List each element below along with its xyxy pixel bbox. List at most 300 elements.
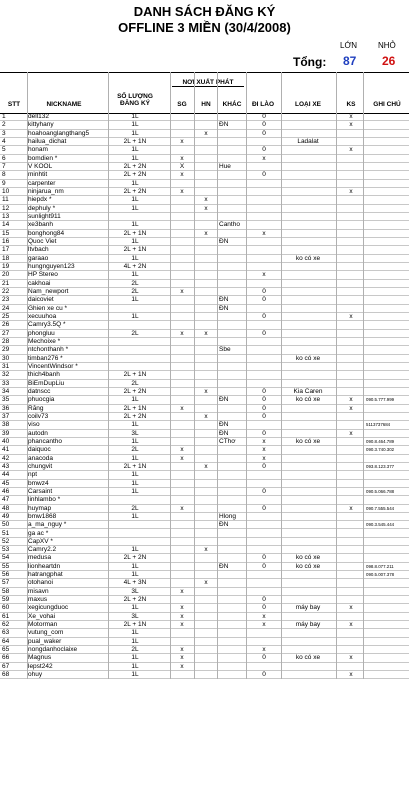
cell-nickname: cakhoai bbox=[28, 279, 51, 287]
column-divider bbox=[108, 72, 109, 679]
cell-sg: x bbox=[180, 154, 184, 162]
cell-loai-xe: ko có xe bbox=[295, 554, 321, 562]
cell-hn: x bbox=[204, 196, 208, 204]
header-loai-xe: LOẠI XE bbox=[294, 101, 321, 108]
cell-nickname: bonghong84 bbox=[28, 229, 65, 237]
cell-hn: x bbox=[204, 462, 208, 470]
cell-hn: x bbox=[204, 229, 208, 237]
cell-ks: x bbox=[349, 429, 353, 437]
cell-khac: Hue bbox=[219, 162, 231, 170]
cell-nickname: npt bbox=[28, 471, 38, 479]
cell-stt: 7 bbox=[2, 162, 6, 170]
table-row bbox=[0, 446, 409, 454]
table-row bbox=[0, 480, 409, 488]
cell-stt: 20 bbox=[2, 271, 10, 279]
cell-so-luong: 1L bbox=[131, 179, 139, 187]
cell-so-luong: 4L + 3N bbox=[123, 579, 147, 587]
cell-stt: 36 bbox=[2, 404, 10, 412]
column-divider bbox=[170, 72, 171, 679]
column-divider bbox=[246, 72, 247, 679]
table-row bbox=[0, 196, 409, 204]
cell-ks: x bbox=[349, 504, 353, 512]
cell-so-luong: 1L bbox=[131, 479, 139, 487]
cell-so-luong: 2L + 1N bbox=[123, 404, 147, 412]
cell-stt: 49 bbox=[2, 512, 10, 520]
table-header bbox=[0, 72, 409, 114]
cell-sg: x bbox=[180, 329, 184, 337]
cell-stt: 62 bbox=[2, 621, 10, 629]
cell-so-luong: 1L bbox=[131, 196, 139, 204]
cell-di-lao: 0 bbox=[262, 329, 266, 337]
cell-khac: ĐN bbox=[219, 562, 229, 570]
cell-di-lao: x bbox=[262, 271, 266, 279]
cell-stt: 31 bbox=[2, 362, 10, 370]
table-row bbox=[0, 663, 409, 671]
cell-so-luong: 2L bbox=[131, 329, 139, 337]
cell-ks: x bbox=[349, 113, 353, 120]
cell-nickname: HP Stereo bbox=[28, 271, 58, 279]
cell-di-lao: x bbox=[262, 229, 266, 237]
cell-so-luong: 1L bbox=[131, 113, 139, 120]
cell-di-lao: 0 bbox=[262, 113, 266, 120]
cell-hn: x bbox=[204, 387, 208, 395]
cell-so-luong: 1L bbox=[131, 662, 139, 670]
cell-stt: 61 bbox=[2, 612, 10, 620]
cell-nickname: kittyhany bbox=[28, 121, 54, 129]
cell-stt: 67 bbox=[2, 662, 10, 670]
cell-so-luong: 2L bbox=[131, 646, 139, 654]
cell-sg: x bbox=[180, 612, 184, 620]
cell-nickname: lionheartdn bbox=[28, 562, 61, 570]
cell-sg: x bbox=[180, 446, 184, 454]
cell-di-lao: 0 bbox=[262, 671, 266, 679]
cell-stt: 3 bbox=[2, 129, 6, 137]
cell-stt: 11 bbox=[2, 196, 9, 204]
table-row bbox=[0, 629, 409, 637]
table-row bbox=[0, 430, 409, 438]
cell-stt: 65 bbox=[2, 646, 10, 654]
cell-ghi-chu: 090.5.777.999 bbox=[366, 397, 395, 403]
cell-stt: 63 bbox=[2, 629, 10, 637]
cell-stt: 38 bbox=[2, 421, 10, 429]
table-row bbox=[0, 130, 409, 138]
cell-nickname: phongluu bbox=[28, 329, 55, 337]
cell-stt: 39 bbox=[2, 429, 10, 437]
cell-ghi-chu: 098.8.077.211 bbox=[366, 563, 394, 569]
cell-so-luong: 1L bbox=[131, 629, 139, 637]
cell-so-luong: 1L bbox=[131, 296, 139, 304]
cell-nickname: garaao bbox=[28, 254, 49, 262]
cell-ghi-chu: 093.8.123.377 bbox=[366, 463, 395, 469]
cell-di-lao: 0 bbox=[262, 562, 266, 570]
cell-so-luong: 1L bbox=[131, 671, 139, 679]
cell-nickname: V KOOL bbox=[28, 162, 53, 170]
table-row bbox=[0, 638, 409, 646]
cell-stt: 66 bbox=[2, 654, 10, 662]
cell-stt: 14 bbox=[2, 221, 10, 229]
cell-so-luong: 4L + 2N bbox=[123, 262, 147, 270]
cell-di-lao: 0 bbox=[262, 604, 266, 612]
cell-nickname: otohanoi bbox=[28, 579, 53, 587]
cell-so-luong: 1L bbox=[131, 204, 139, 212]
cell-nickname: dell132 bbox=[28, 113, 49, 120]
cell-stt: 22 bbox=[2, 287, 10, 295]
table-row bbox=[0, 113, 409, 121]
table-row bbox=[0, 288, 409, 296]
table-row bbox=[0, 321, 409, 329]
cell-ks: x bbox=[349, 121, 353, 129]
cell-nickname: Rằng bbox=[28, 404, 44, 412]
cell-loai-xe: ko có xe bbox=[295, 254, 321, 262]
cell-khac: ĐN bbox=[219, 296, 229, 304]
cell-nickname: Nam_newport bbox=[28, 287, 69, 295]
cell-so-luong: 1L bbox=[131, 637, 139, 645]
table-row bbox=[0, 330, 409, 338]
cell-stt: 50 bbox=[2, 521, 10, 529]
cell-so-luong: 3L bbox=[131, 612, 139, 620]
cell-ks: x bbox=[349, 654, 353, 662]
cell-ks: x bbox=[349, 146, 353, 154]
cell-nickname: Carsaint bbox=[28, 487, 53, 495]
cell-nickname: Motorman bbox=[28, 621, 58, 629]
cell-ghi-chu: 090.3.740.302 bbox=[366, 447, 395, 453]
cell-stt: 26 bbox=[2, 321, 10, 329]
cell-nickname: daicoviet bbox=[28, 296, 54, 304]
cell-nickname: huymap bbox=[28, 504, 52, 512]
cell-nickname: hoahoanglangthang5 bbox=[28, 129, 90, 137]
cell-sg: x bbox=[180, 646, 184, 654]
cell-nickname: xe3banh bbox=[28, 221, 53, 229]
cell-khac: ĐN bbox=[219, 396, 229, 404]
cell-nickname: VincentWindsor * bbox=[28, 362, 78, 370]
table-row bbox=[0, 421, 409, 429]
cell-loai-xe: ko có xe bbox=[295, 354, 321, 362]
cell-nickname: xecuuhoa bbox=[28, 312, 57, 320]
cell-stt: 43 bbox=[2, 462, 10, 470]
cell-nickname: linhlambo * bbox=[28, 496, 61, 504]
cell-nickname: BiEmDupLiu bbox=[28, 379, 65, 387]
cell-stt: 32 bbox=[2, 371, 10, 379]
cell-khac: ĐN bbox=[219, 421, 229, 429]
cell-ks: x bbox=[349, 604, 353, 612]
table-row bbox=[0, 163, 409, 171]
cell-nickname: minhtit bbox=[28, 171, 48, 179]
cell-nickname: chungvit bbox=[28, 462, 53, 470]
cell-hn: x bbox=[204, 579, 208, 587]
cell-di-lao: 0 bbox=[262, 429, 266, 437]
cell-so-luong: 2L bbox=[131, 379, 139, 387]
cell-stt: 57 bbox=[2, 579, 10, 587]
table-row bbox=[0, 155, 409, 163]
table-row bbox=[0, 246, 409, 254]
table-row bbox=[0, 380, 409, 388]
cell-stt: 51 bbox=[2, 529, 10, 537]
cell-nickname: hungnguyen123 bbox=[28, 262, 75, 270]
total-label: Tổng: bbox=[293, 55, 327, 69]
cell-so-luong: 1L bbox=[131, 604, 139, 612]
table-row bbox=[0, 271, 409, 279]
cell-so-luong: 1L bbox=[131, 271, 139, 279]
cell-so-luong: 2L + 2N bbox=[123, 554, 147, 562]
table-row bbox=[0, 496, 409, 504]
cell-ghi-chu: 5113737684 bbox=[366, 422, 391, 428]
cell-sg: x bbox=[180, 137, 184, 145]
cell-sg: x bbox=[180, 654, 184, 662]
cell-nickname: ninjarua_nm bbox=[28, 187, 64, 195]
cell-ghi-chu: 090.8.464.789 bbox=[366, 438, 395, 444]
cell-nickname: coilv73 bbox=[28, 412, 49, 420]
nho-total-value: 26 bbox=[382, 54, 396, 68]
cell-khac: Sbe bbox=[219, 346, 231, 354]
page-subtitle: OFFLINE 3 MIỀN (30/4/2008) bbox=[118, 20, 291, 35]
cell-di-lao: 0 bbox=[262, 121, 266, 129]
cell-nickname: Camry3.5Q * bbox=[28, 321, 66, 329]
cell-stt: 56 bbox=[2, 571, 10, 579]
cell-sg: x bbox=[180, 454, 184, 462]
cell-stt: 25 bbox=[2, 312, 10, 320]
cell-loai-xe: ko có xe bbox=[295, 654, 321, 662]
cell-di-lao: 0 bbox=[262, 462, 266, 470]
cell-so-luong: 1L bbox=[131, 396, 139, 404]
cell-nickname: ga ac * bbox=[28, 529, 49, 537]
table-row bbox=[0, 171, 409, 179]
cell-di-lao: 0 bbox=[262, 129, 266, 137]
cell-di-lao: x bbox=[262, 446, 266, 454]
table-row bbox=[0, 396, 409, 404]
cell-stt: 5 bbox=[2, 146, 6, 154]
cell-loai-xe: máy bay bbox=[295, 621, 321, 629]
cell-ks: x bbox=[349, 671, 353, 679]
cell-khac: ĐN bbox=[219, 237, 229, 245]
cell-so-luong: 1L bbox=[131, 421, 139, 429]
cell-so-luong: 1L bbox=[131, 237, 139, 245]
cell-so-luong: 1L bbox=[131, 487, 139, 495]
cell-ks: x bbox=[349, 187, 353, 195]
table-row bbox=[0, 346, 409, 354]
cell-loai-xe: máy bay bbox=[295, 604, 321, 612]
cell-so-luong: 2L bbox=[131, 287, 139, 295]
table-row bbox=[0, 521, 409, 529]
cell-ks: x bbox=[349, 621, 353, 629]
table-row bbox=[0, 513, 409, 521]
cell-so-luong: 1L bbox=[131, 312, 139, 320]
cell-stt: 8 bbox=[2, 171, 6, 179]
cell-so-luong: 1L bbox=[131, 471, 139, 479]
cell-nickname: hatrangphat bbox=[28, 571, 63, 579]
table-row bbox=[0, 455, 409, 463]
cell-stt: 4 bbox=[2, 137, 6, 145]
cell-hn: x bbox=[204, 546, 208, 554]
cell-stt: 41 bbox=[2, 446, 10, 454]
cell-sg: x bbox=[180, 662, 184, 670]
cell-di-lao: 0 bbox=[262, 554, 266, 562]
cell-stt: 58 bbox=[2, 587, 10, 595]
header-so-luong: SỐ LƯỢNG ĐĂNG KÝ bbox=[117, 93, 153, 107]
cell-stt: 52 bbox=[2, 537, 10, 545]
table-row bbox=[0, 138, 409, 146]
table-row bbox=[0, 621, 409, 629]
cell-so-luong: 2L + 1N bbox=[123, 462, 147, 470]
table-row bbox=[0, 255, 409, 263]
table-row bbox=[0, 471, 409, 479]
cell-sg: x bbox=[180, 187, 184, 195]
cell-nickname: Xe_vohai bbox=[28, 612, 56, 620]
cell-khac: ĐN bbox=[219, 429, 229, 437]
cell-so-luong: 1L bbox=[131, 562, 139, 570]
cell-nickname: autodn bbox=[28, 429, 48, 437]
table-row bbox=[0, 530, 409, 538]
cell-nickname: ntchonthanh * bbox=[28, 346, 69, 354]
cell-sg: X bbox=[179, 162, 185, 170]
cell-stt: 48 bbox=[2, 504, 10, 512]
table-row bbox=[0, 280, 409, 288]
cell-so-luong: 2L + 2N bbox=[123, 596, 147, 604]
table-row bbox=[0, 563, 409, 571]
cell-nickname: ohuy bbox=[28, 671, 43, 679]
cell-di-lao: 0 bbox=[262, 312, 266, 320]
cell-so-luong: 1L bbox=[131, 546, 139, 554]
cell-so-luong: 1L bbox=[131, 654, 139, 662]
cell-nickname: hiepdx * bbox=[28, 196, 52, 204]
cell-so-luong: 1L bbox=[131, 221, 139, 229]
cell-nickname: timban276 * bbox=[28, 354, 63, 362]
cell-nickname: a_ma_nguy * bbox=[28, 521, 67, 529]
cell-nickname: bomdien * bbox=[28, 154, 58, 162]
cell-stt: 10 bbox=[2, 187, 10, 195]
cell-nickname: maxus bbox=[28, 596, 48, 604]
cell-hn: x bbox=[204, 129, 208, 137]
cell-di-lao: 0 bbox=[262, 504, 266, 512]
cell-stt: 54 bbox=[2, 554, 10, 562]
cell-nickname: lepst242 bbox=[28, 662, 53, 670]
cell-so-luong: 2L bbox=[131, 504, 139, 512]
table-row bbox=[0, 238, 409, 246]
header-noi-xuat-phat: NƠI XUẤT PHÁT bbox=[172, 79, 244, 87]
cell-so-luong: 1L bbox=[131, 512, 139, 520]
cell-stt: 59 bbox=[2, 596, 10, 604]
cell-nickname: xegicungduoc bbox=[28, 604, 69, 612]
cell-stt: 44 bbox=[2, 471, 10, 479]
cell-so-luong: 2L + 1N bbox=[123, 371, 147, 379]
cell-so-luong: 3L bbox=[131, 587, 139, 595]
cell-nickname: thich4banh bbox=[28, 371, 60, 379]
table-row bbox=[0, 213, 409, 221]
cell-nickname: datnscc bbox=[28, 387, 51, 395]
cell-stt: 42 bbox=[2, 454, 10, 462]
header-sg: SG bbox=[177, 101, 187, 108]
cell-di-lao: x bbox=[262, 154, 266, 162]
cell-nickname: bmw1868 bbox=[28, 512, 57, 520]
cell-nickname: CapXV * bbox=[28, 537, 53, 545]
header-nickname: NICKNAME bbox=[46, 101, 82, 108]
table-row bbox=[0, 546, 409, 554]
cell-nickname: vutung_com bbox=[28, 629, 64, 637]
cell-stt: 2 bbox=[2, 121, 6, 129]
cell-ks: x bbox=[349, 312, 353, 320]
cell-so-luong: 2L + 1N bbox=[123, 229, 147, 237]
cell-khac: ĐN bbox=[219, 121, 229, 129]
cell-stt: 28 bbox=[2, 337, 10, 345]
cell-so-luong: 1L bbox=[131, 146, 139, 154]
cell-so-luong: 2L + 2N bbox=[123, 387, 147, 395]
cell-di-lao: x bbox=[262, 621, 266, 629]
table-row bbox=[0, 388, 409, 396]
cell-ghi-chu: 090.7.555.544 bbox=[366, 505, 395, 511]
cell-ks: x bbox=[349, 404, 353, 412]
cell-nickname: bmwz4 bbox=[28, 479, 49, 487]
cell-nickname: medusa bbox=[28, 554, 52, 562]
table-row bbox=[0, 146, 409, 154]
table-row bbox=[0, 654, 409, 662]
cell-so-luong: 2L + 1N bbox=[123, 621, 147, 629]
cell-stt: 37 bbox=[2, 412, 10, 420]
cell-nickname: phuocgia bbox=[28, 396, 55, 404]
table-row bbox=[0, 579, 409, 587]
cell-sg: x bbox=[180, 504, 184, 512]
cell-so-luong: 2L + 2N bbox=[123, 162, 147, 170]
cell-di-lao: x bbox=[262, 454, 266, 462]
column-divider bbox=[27, 72, 28, 679]
cell-nickname: nongdanhoclaixe bbox=[28, 646, 78, 654]
table-row bbox=[0, 604, 409, 612]
cell-nickname: Magnus bbox=[28, 654, 52, 662]
cell-so-luong: 1L bbox=[131, 437, 139, 445]
cell-nickname: hailua_dichat bbox=[28, 137, 67, 145]
cell-sg: x bbox=[180, 621, 184, 629]
table-row bbox=[0, 505, 409, 513]
cell-nickname: sunlight911 bbox=[28, 212, 61, 220]
table-row bbox=[0, 588, 409, 596]
table-row bbox=[0, 305, 409, 313]
cell-stt: 23 bbox=[2, 296, 10, 304]
cell-di-lao: 0 bbox=[262, 487, 266, 495]
table-row bbox=[0, 371, 409, 379]
cell-so-luong: 1L bbox=[131, 571, 139, 579]
cell-so-luong: 3L bbox=[131, 429, 139, 437]
cell-stt: 24 bbox=[2, 304, 10, 312]
cell-nickname: Mechoixe * bbox=[28, 337, 61, 345]
table-row bbox=[0, 613, 409, 621]
header-ghi-chu: GHI CHÚ bbox=[373, 101, 401, 108]
table-row bbox=[0, 596, 409, 604]
cell-di-lao: 0 bbox=[262, 396, 266, 404]
table-row bbox=[0, 313, 409, 321]
cell-so-luong: 1L bbox=[131, 254, 139, 262]
table-row bbox=[0, 463, 409, 471]
table-row bbox=[0, 263, 409, 271]
table-row bbox=[0, 121, 409, 129]
cell-nickname: viso bbox=[28, 421, 40, 429]
cell-stt: 15 bbox=[2, 229, 10, 237]
cell-stt: 45 bbox=[2, 479, 10, 487]
cell-stt: 9 bbox=[2, 179, 6, 187]
cell-di-lao: 0 bbox=[262, 404, 266, 412]
cell-di-lao: 0 bbox=[262, 387, 266, 395]
cell-loai-xe: Ladalat bbox=[297, 137, 319, 145]
cell-khac: ĐN bbox=[219, 521, 229, 529]
cell-di-lao: x bbox=[262, 437, 266, 445]
cell-di-lao: 0 bbox=[262, 412, 266, 420]
lon-label: LỚN bbox=[340, 41, 358, 50]
cell-nickname: honam bbox=[28, 146, 48, 154]
cell-sg: x bbox=[180, 287, 184, 295]
table-row bbox=[0, 405, 409, 413]
cell-loai-xe: ko có xe bbox=[295, 396, 321, 404]
cell-stt: 16 bbox=[2, 237, 10, 245]
cell-stt: 21 bbox=[2, 279, 10, 287]
cell-stt: 12 bbox=[2, 204, 10, 212]
table-row bbox=[0, 355, 409, 363]
